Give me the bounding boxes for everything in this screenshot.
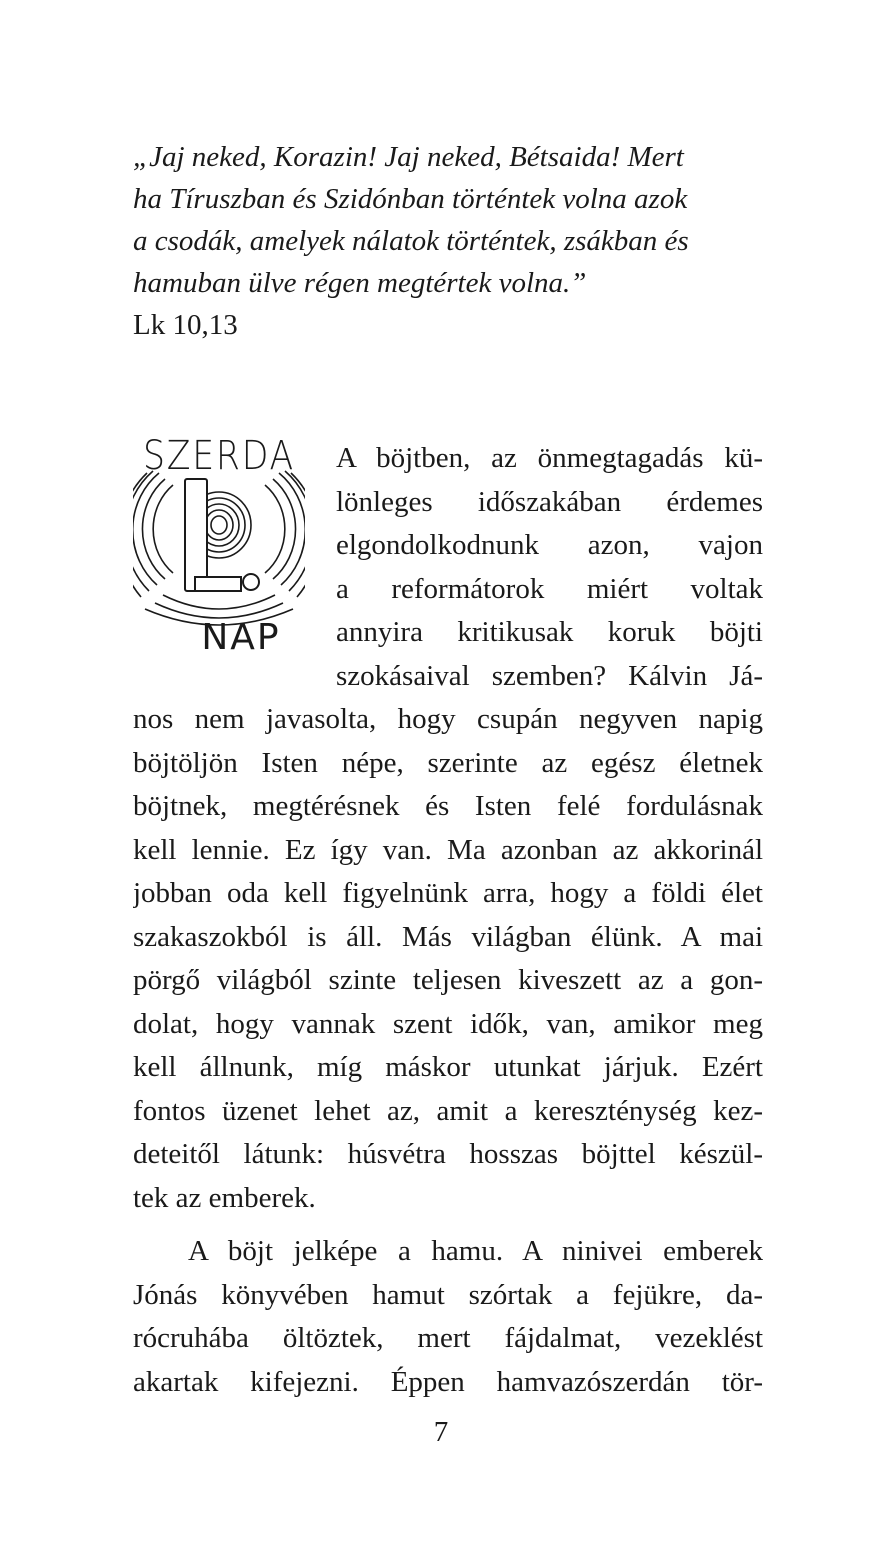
text-line: elgondolkodnunk azon, vajon [336,529,763,561]
text-line: szakaszokból is áll. Más világban élünk. A mai [133,920,763,953]
text-line: kell állnunk, míg máskor utunkat járjuk. Ezért [133,1051,763,1083]
quote-line: hamuban ülve régen megtértek volna.” [133,267,587,299]
text-line: deteitől látunk: húsvétra hosszas böjttel készül- [133,1138,763,1170]
badge-bottom-label: NAP [201,617,281,658]
text-line: dolat, hogy vannak szent idők, van, amikor meg [133,1007,763,1040]
quote-line: „Jaj neked, Korazin! Jaj neked, Bétsaida! Mert [133,141,684,173]
text-line: A böjtben, az önmegtagadás kü- [336,442,763,474]
main-text [133,437,763,1404]
text-line: jobban oda kell figyelnünk arra, hogy a földi élet [133,877,763,909]
bible-quote [133,136,763,346]
text-line: böjtnek, megtérésnek és Isten felé fordulásnak [133,790,763,822]
text-line: lönleges időszakában érdemes [336,485,763,518]
text-line: fontos üzenet lehet az, amit a kereszténység kez- [133,1094,763,1127]
text-line: szokásaival szemben? Kálvin Já- [336,659,763,692]
text-line: Jónás könyvében hamut szórtak a fejükre, da- [133,1278,763,1311]
text-line: rócruhába öltöztek, mert fájdalmat, vezeklést [133,1322,763,1354]
text-line: a reformátorok miért voltak [336,572,763,605]
text-line: kell lennie. Ez így van. Ma azonban az akkorinál [133,833,763,866]
quote-line: ha Tíruszban és Szidónban történtek volna azok [133,183,688,215]
text-line: nos nem javasolta, hogy csupán negyven napig [133,703,763,735]
text-line: pörgő világból szinte teljesen kiveszett az a gon- [133,964,763,996]
page-number: 7 [433,1416,449,1448]
quote-reference: Lk 10,13 [133,309,238,341]
text-line: akartak kifejezni. Éppen hamvazószerdán tör- [133,1365,763,1398]
quote-line: a csodák, amelyek nálatok történtek, zsákban és [133,225,689,257]
text-line: A böjt jelképe a hamu. A ninivei emberek [188,1235,763,1267]
text-line: annyira kritikusak koruk böjti [336,616,763,648]
text-line: tek az emberek. [133,1181,316,1214]
badge-top-label: SZERDA [143,433,295,479]
text-line: böjtöljön Isten népe, szerinte az egész életnek [133,746,763,779]
